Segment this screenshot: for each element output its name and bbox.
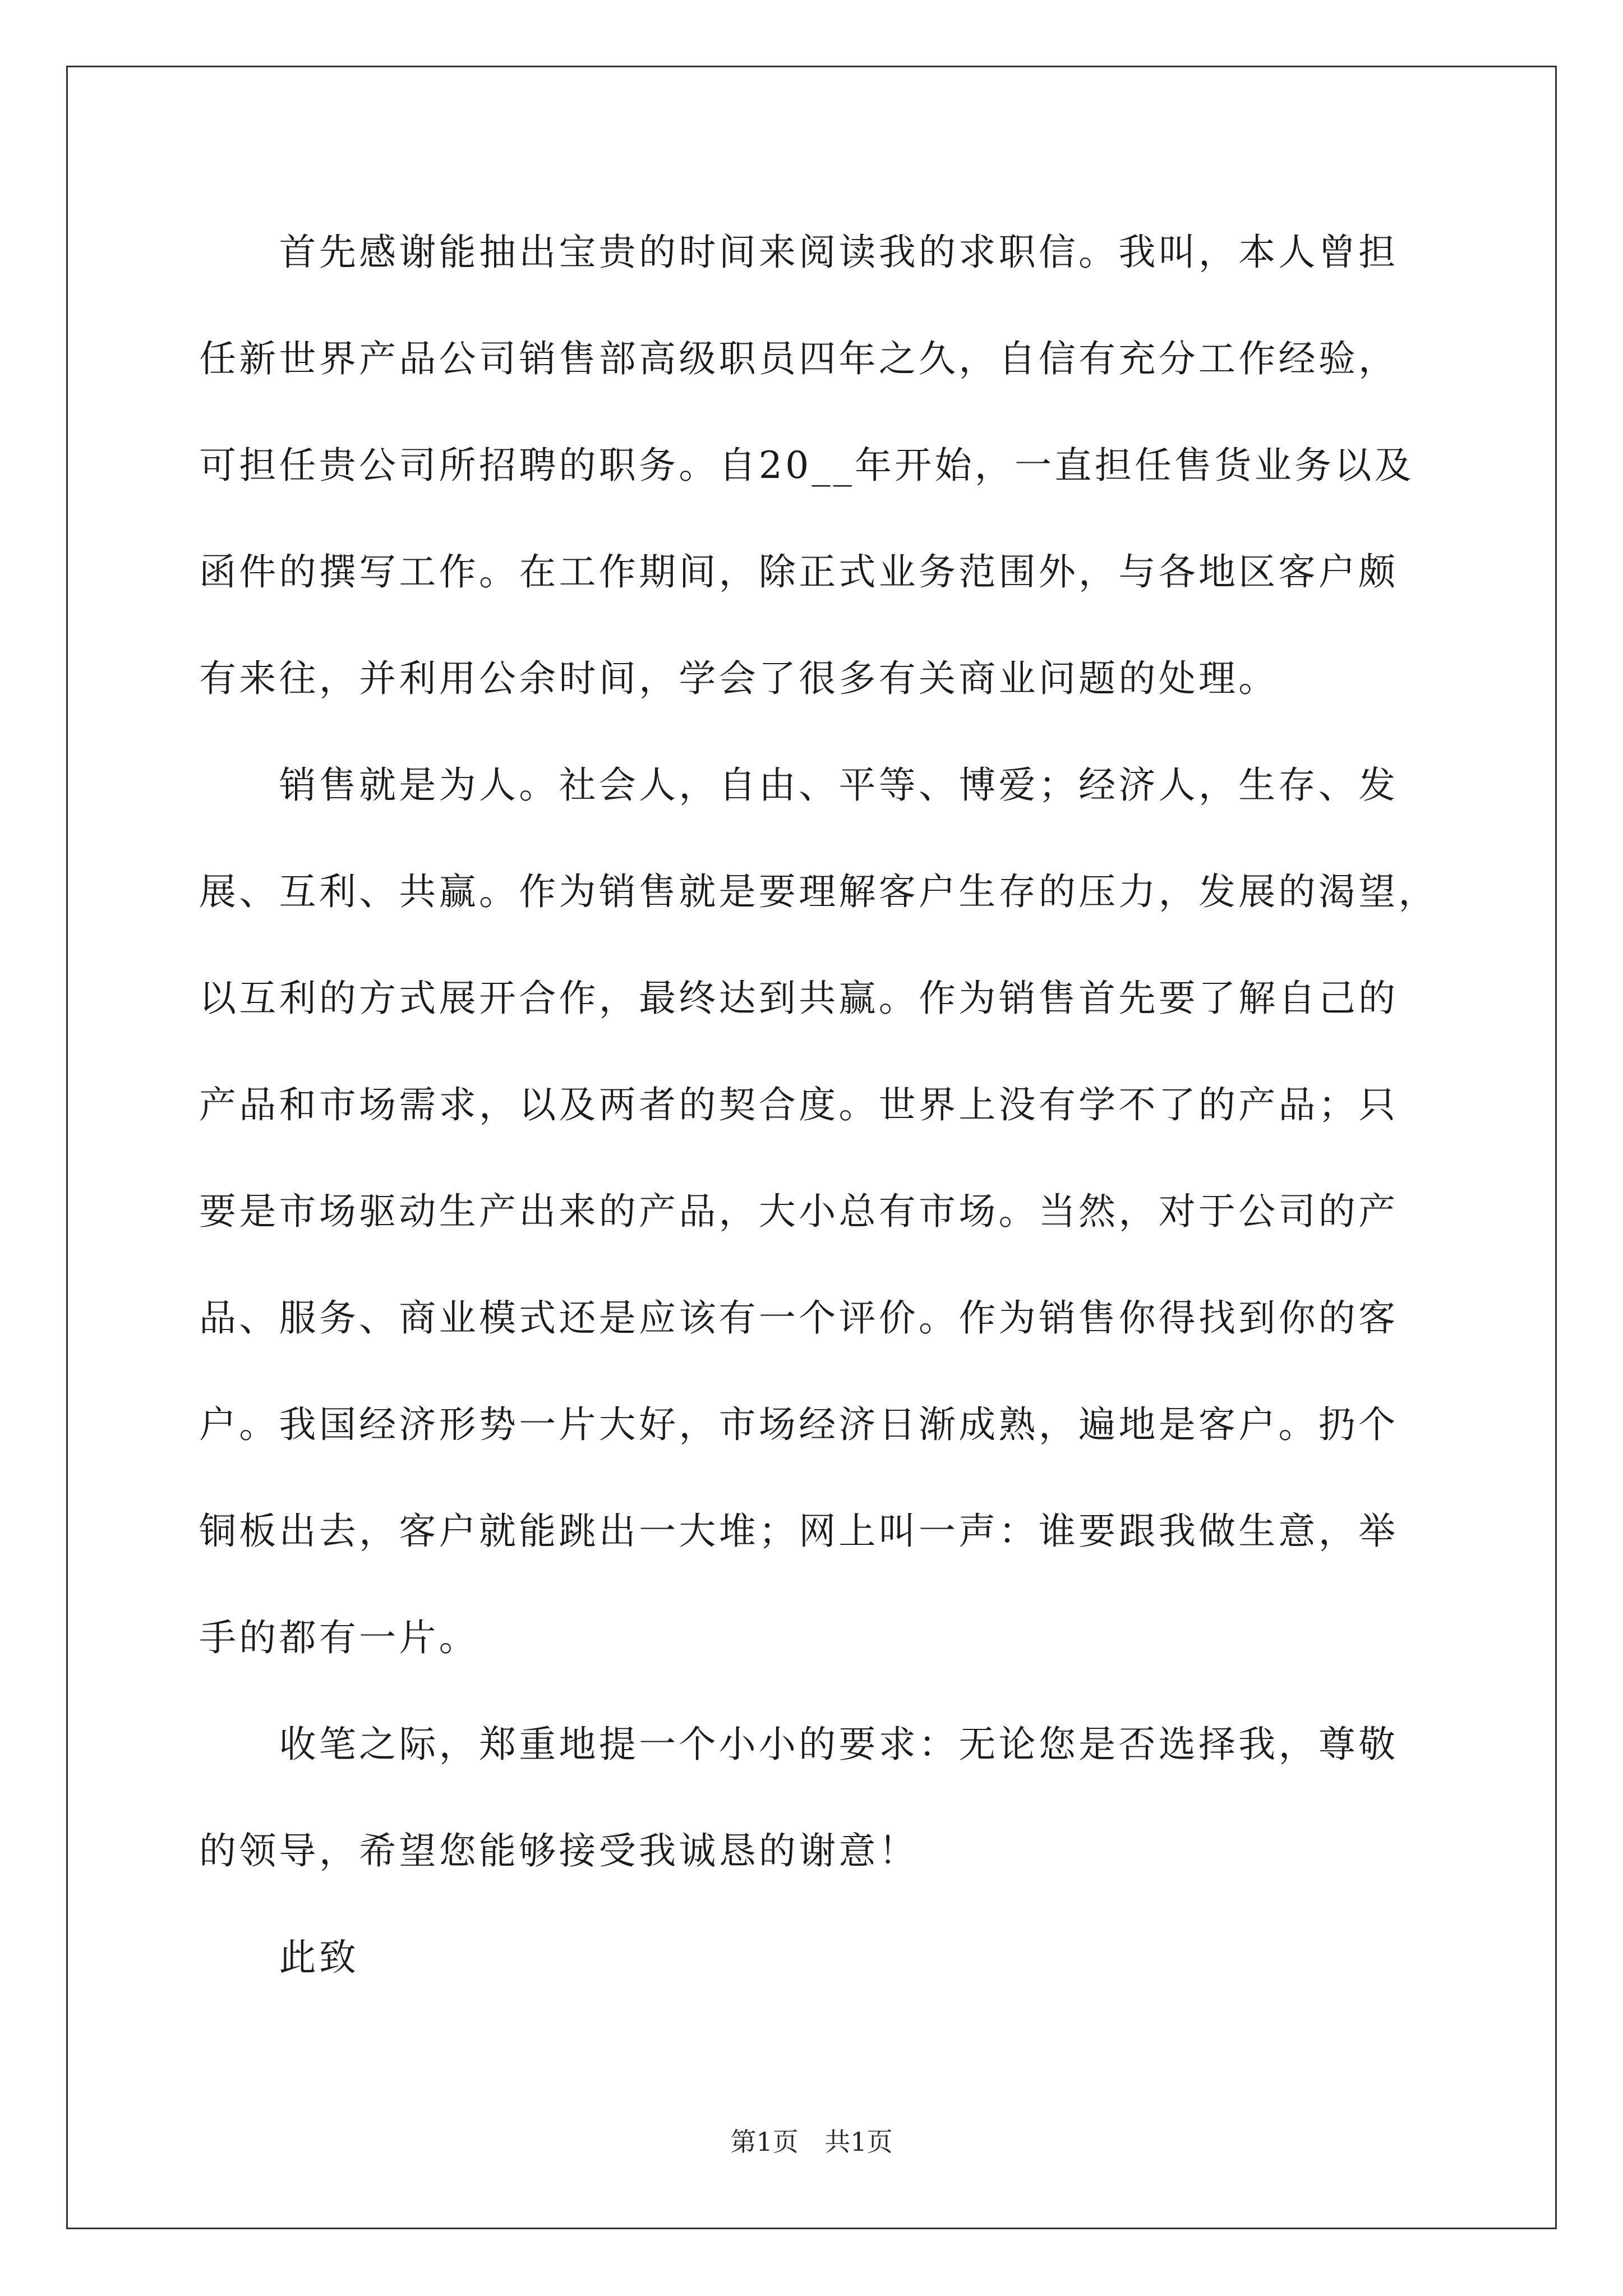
body-line: 以互利的方式展开合作，最终达到共赢。作为销售首先要了解自己的 xyxy=(199,977,1399,1020)
body-line: 销售就是为人。社会人，自由、平等、博爱；经济人，生存、发 xyxy=(199,763,1399,807)
body-line: 函件的撰写工作。在工作期间，除正式业务范围外，与各地区客户颇 xyxy=(199,550,1399,593)
body-line: 首先感谢能抽出宝贵的时间来阅读我的求职信。我叫，本人曾担 xyxy=(199,231,1399,274)
body-line: 产品和市场需求，以及两者的契合度。世界上没有学不了的产品；只 xyxy=(199,1083,1399,1126)
page-number-current: 第1页 xyxy=(730,2127,799,2157)
body-line: 此致 xyxy=(199,1936,359,1979)
body-line: 品、服务、商业模式还是应该有一个评价。作为销售你得找到你的客 xyxy=(199,1296,1399,1340)
body-line: 展、互利、共赢。作为销售就是要理解客户生存的压力，发展的渴望， xyxy=(199,870,1438,913)
body-line: 要是市场驱动生产出来的产品，大小总有市场。当然，对于公司的产 xyxy=(199,1190,1399,1233)
page-footer xyxy=(0,2125,1623,2159)
body-line: 户。我国经济形势一片大好，市场经济日渐成熟，遍地是客户。扔个 xyxy=(199,1403,1399,1446)
body-line: 铜板出去，客户就能跳出一大堆；网上叫一声：谁要跟我做生意，举 xyxy=(199,1510,1399,1553)
page-number-total: 共1页 xyxy=(824,2127,893,2157)
body-line: 任新世界产品公司销售部高级职员四年之久，自信有充分工作经验， xyxy=(199,337,1399,380)
body-line: 的领导，希望您能够接受我诚恳的谢意！ xyxy=(199,1829,919,1872)
letter-body xyxy=(199,224,1438,2036)
body-line: 手的都有一片。 xyxy=(199,1616,479,1659)
body-line: 有来往，并利用公余时间，学会了很多有关商业问题的处理。 xyxy=(199,657,1279,700)
body-line: 收笔之际，郑重地提一个小小的要求：无论您是否选择我，尊敬 xyxy=(199,1723,1399,1766)
body-line: 可担任贵公司所招聘的职务。自20__年开始，一直担任售货业务以及 xyxy=(199,444,1414,487)
